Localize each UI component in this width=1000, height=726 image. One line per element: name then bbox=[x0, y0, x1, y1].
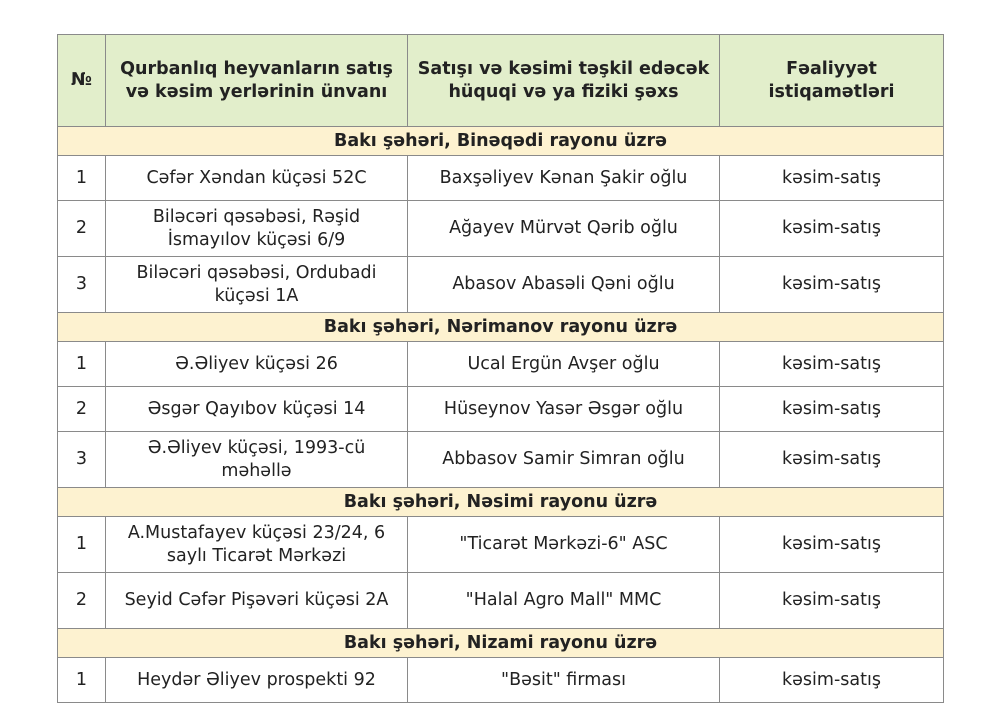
row-number: 3 bbox=[58, 257, 106, 313]
row-address: Biləcəri qəsəbəsi, Ordubadi küçəsi 1A bbox=[106, 257, 408, 313]
row-person: "Bəsit" firması bbox=[408, 658, 720, 703]
row-activity: kəsim-satış bbox=[720, 573, 944, 629]
row-number: 2 bbox=[58, 201, 106, 257]
row-person: Abbasov Samir Simran oğlu bbox=[408, 432, 720, 488]
row-address: Cəfər Xəndan küçəsi 52C bbox=[106, 156, 408, 201]
table-row bbox=[58, 658, 944, 703]
header-person: Satışı və kəsimi təşkil edəcək hüquqi və ya fiziki şəxs bbox=[408, 35, 720, 127]
row-activity: kəsim-satış bbox=[720, 342, 944, 387]
slaughter-locations-table bbox=[57, 34, 944, 703]
row-person: Baxşəliyev Kənan Şakir oğlu bbox=[408, 156, 720, 201]
row-address: Seyid Cəfər Pişəvəri küçəsi 2A bbox=[106, 573, 408, 629]
row-person: Abasov Abasəli Qəni oğlu bbox=[408, 257, 720, 313]
section-row bbox=[58, 629, 944, 658]
row-address: Biləcəri qəsəbəsi, Rəşid İsmayılov küçəsi 6/9 bbox=[106, 201, 408, 257]
table-row bbox=[58, 201, 944, 257]
header-address: Qurbanlıq heyvanların satış və kəsim yerlərinin ünvanı bbox=[106, 35, 408, 127]
row-person: Ucal Ergün Avşer oğlu bbox=[408, 342, 720, 387]
row-number: 2 bbox=[58, 573, 106, 629]
row-number: 3 bbox=[58, 432, 106, 488]
table-row bbox=[58, 156, 944, 201]
section-title: Bakı şəhəri, Binəqədi rayonu üzrə bbox=[58, 127, 944, 156]
row-number: 1 bbox=[58, 156, 106, 201]
row-address: Ə.Əliyev küçəsi, 1993-cü məhəllə bbox=[106, 432, 408, 488]
row-number: 1 bbox=[58, 342, 106, 387]
table-header-row bbox=[58, 35, 944, 127]
section-row bbox=[58, 488, 944, 517]
row-number: 1 bbox=[58, 658, 106, 703]
section-row bbox=[58, 313, 944, 342]
row-person: Ağayev Mürvət Qərib oğlu bbox=[408, 201, 720, 257]
table-row bbox=[58, 387, 944, 432]
row-activity: kəsim-satış bbox=[720, 156, 944, 201]
row-address: Ə.Əliyev küçəsi 26 bbox=[106, 342, 408, 387]
section-title: Bakı şəhəri, Nəsimi rayonu üzrə bbox=[58, 488, 944, 517]
section-title: Bakı şəhəri, Nərimanov rayonu üzrə bbox=[58, 313, 944, 342]
row-address: Heydər Əliyev prospekti 92 bbox=[106, 658, 408, 703]
row-activity: kəsim-satış bbox=[720, 517, 944, 573]
row-activity: kəsim-satış bbox=[720, 387, 944, 432]
header-number: № bbox=[58, 35, 106, 127]
row-activity: kəsim-satış bbox=[720, 201, 944, 257]
row-person: "Halal Agro Mall" MMC bbox=[408, 573, 720, 629]
row-address: A.Mustafayev küçəsi 23/24, 6 saylı Ticarət Mərkəzi bbox=[106, 517, 408, 573]
table-row bbox=[58, 342, 944, 387]
row-activity: kəsim-satış bbox=[720, 432, 944, 488]
section-title: Bakı şəhəri, Nizami rayonu üzrə bbox=[58, 629, 944, 658]
table-row bbox=[58, 257, 944, 313]
table-row bbox=[58, 573, 944, 629]
row-person: "Ticarət Mərkəzi-6" ASC bbox=[408, 517, 720, 573]
row-number: 2 bbox=[58, 387, 106, 432]
row-activity: kəsim-satış bbox=[720, 257, 944, 313]
section-row bbox=[58, 127, 944, 156]
table-row bbox=[58, 517, 944, 573]
row-address: Əsgər Qayıbov küçəsi 14 bbox=[106, 387, 408, 432]
row-number: 1 bbox=[58, 517, 106, 573]
row-activity: kəsim-satış bbox=[720, 658, 944, 703]
row-person: Hüseynov Yasər Əsgər oğlu bbox=[408, 387, 720, 432]
header-activity: Fəaliyyət istiqamətləri bbox=[720, 35, 944, 127]
table-row bbox=[58, 432, 944, 488]
